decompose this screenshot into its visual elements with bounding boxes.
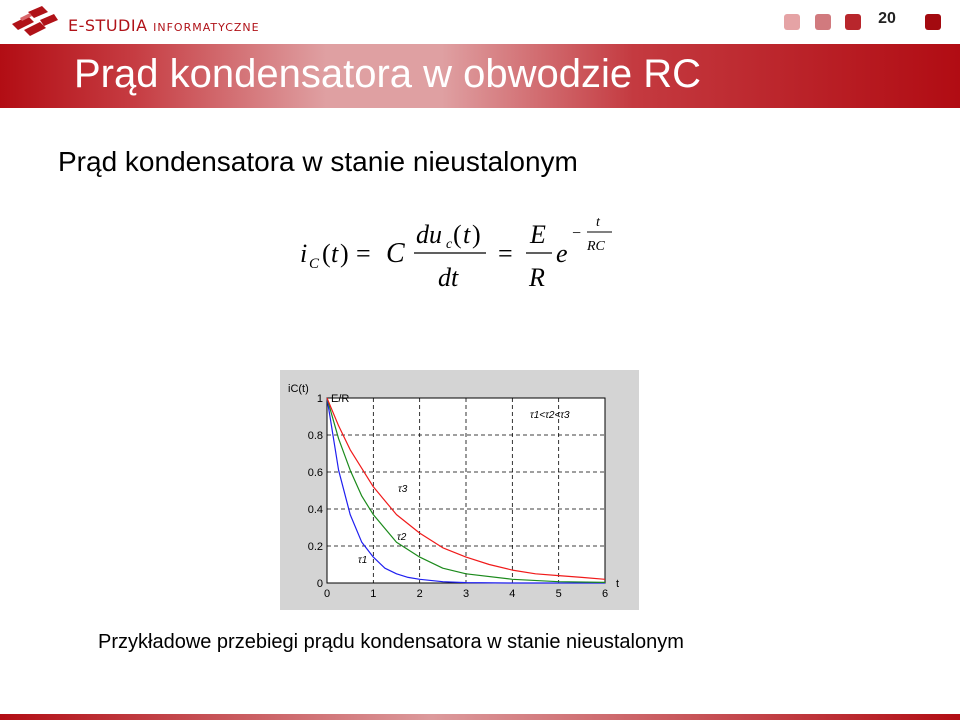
svg-text:t: t — [463, 220, 471, 249]
nav-square-4[interactable] — [925, 14, 941, 30]
svg-text:=: = — [498, 239, 513, 268]
nav-square-3[interactable] — [845, 14, 861, 30]
y-tick-label: 1 — [316, 393, 323, 405]
series-label-tau3: τ3 — [398, 484, 408, 495]
logo-text-sub: INFORMATYCZNE — [153, 21, 260, 34]
x-tick-label: 1 — [370, 588, 377, 600]
logo-text-main: E-STUDIA — [68, 16, 148, 35]
nav-square-1[interactable] — [784, 14, 800, 30]
nav-square-2[interactable] — [815, 14, 831, 30]
y-tick-label: 0.4 — [307, 504, 323, 516]
svg-text:dt: dt — [438, 263, 459, 292]
y-tick-label: 0.6 — [307, 467, 323, 479]
svg-text:(: ( — [322, 239, 331, 268]
annotation-er: E/R — [331, 393, 350, 405]
svg-text:R: R — [529, 263, 545, 292]
svg-text:=: = — [356, 239, 371, 268]
x-tick-label: 4 — [509, 588, 516, 600]
x-tick-label: 6 — [601, 588, 609, 600]
slide-title: Prąd kondensatora w obwodzie RC — [74, 52, 702, 96]
x-tick-label: 2 — [416, 588, 423, 600]
svg-text:−: − — [572, 225, 582, 242]
y-axis-label: iC(t) — [288, 383, 309, 395]
chart-svg — [280, 370, 639, 610]
figure-caption: Przykładowe przebiegi prądu kondensatora w stanie nieustalonym — [98, 631, 684, 653]
svg-text:t: t — [596, 215, 600, 230]
y-tick-label: 0 — [316, 578, 323, 590]
svg-text:t: t — [331, 239, 339, 268]
svg-text:E: E — [530, 220, 546, 249]
svg-text:RC: RC — [587, 239, 605, 254]
x-tick-label: 5 — [555, 588, 562, 600]
svg-text:e: e — [556, 239, 568, 268]
y-tick-label: 0.2 — [307, 541, 323, 553]
bottom-bar — [0, 714, 960, 720]
y-tick-label: 0.8 — [307, 430, 323, 442]
svg-text:): ) — [472, 220, 481, 249]
svg-text:c: c — [446, 237, 453, 252]
page-number: 20 — [878, 10, 896, 27]
series-label-tau2: τ2 — [397, 532, 407, 543]
svg-text:(: ( — [453, 220, 462, 249]
x-tick-label: 0 — [323, 588, 331, 600]
x-tick-label: 3 — [462, 588, 470, 600]
logo-text — [68, 16, 260, 35]
svg-text:C: C — [386, 238, 405, 269]
svg-text:du: du — [416, 220, 442, 249]
chart-figure — [280, 370, 639, 610]
x-axis-label: t — [616, 578, 620, 590]
logo-icon — [10, 4, 60, 38]
svg-text:): ) — [340, 239, 349, 268]
slide-subtitle: Prąd kondensatora w stanie nieustalonym — [58, 146, 578, 177]
svg-text:i: i — [300, 239, 308, 268]
annotation-tau-order: τ1<τ2<τ3 — [530, 410, 570, 421]
logo — [10, 4, 270, 40]
svg-text:C: C — [309, 256, 320, 272]
formula — [300, 208, 630, 298]
series-label-tau1: τ1 — [358, 555, 368, 566]
